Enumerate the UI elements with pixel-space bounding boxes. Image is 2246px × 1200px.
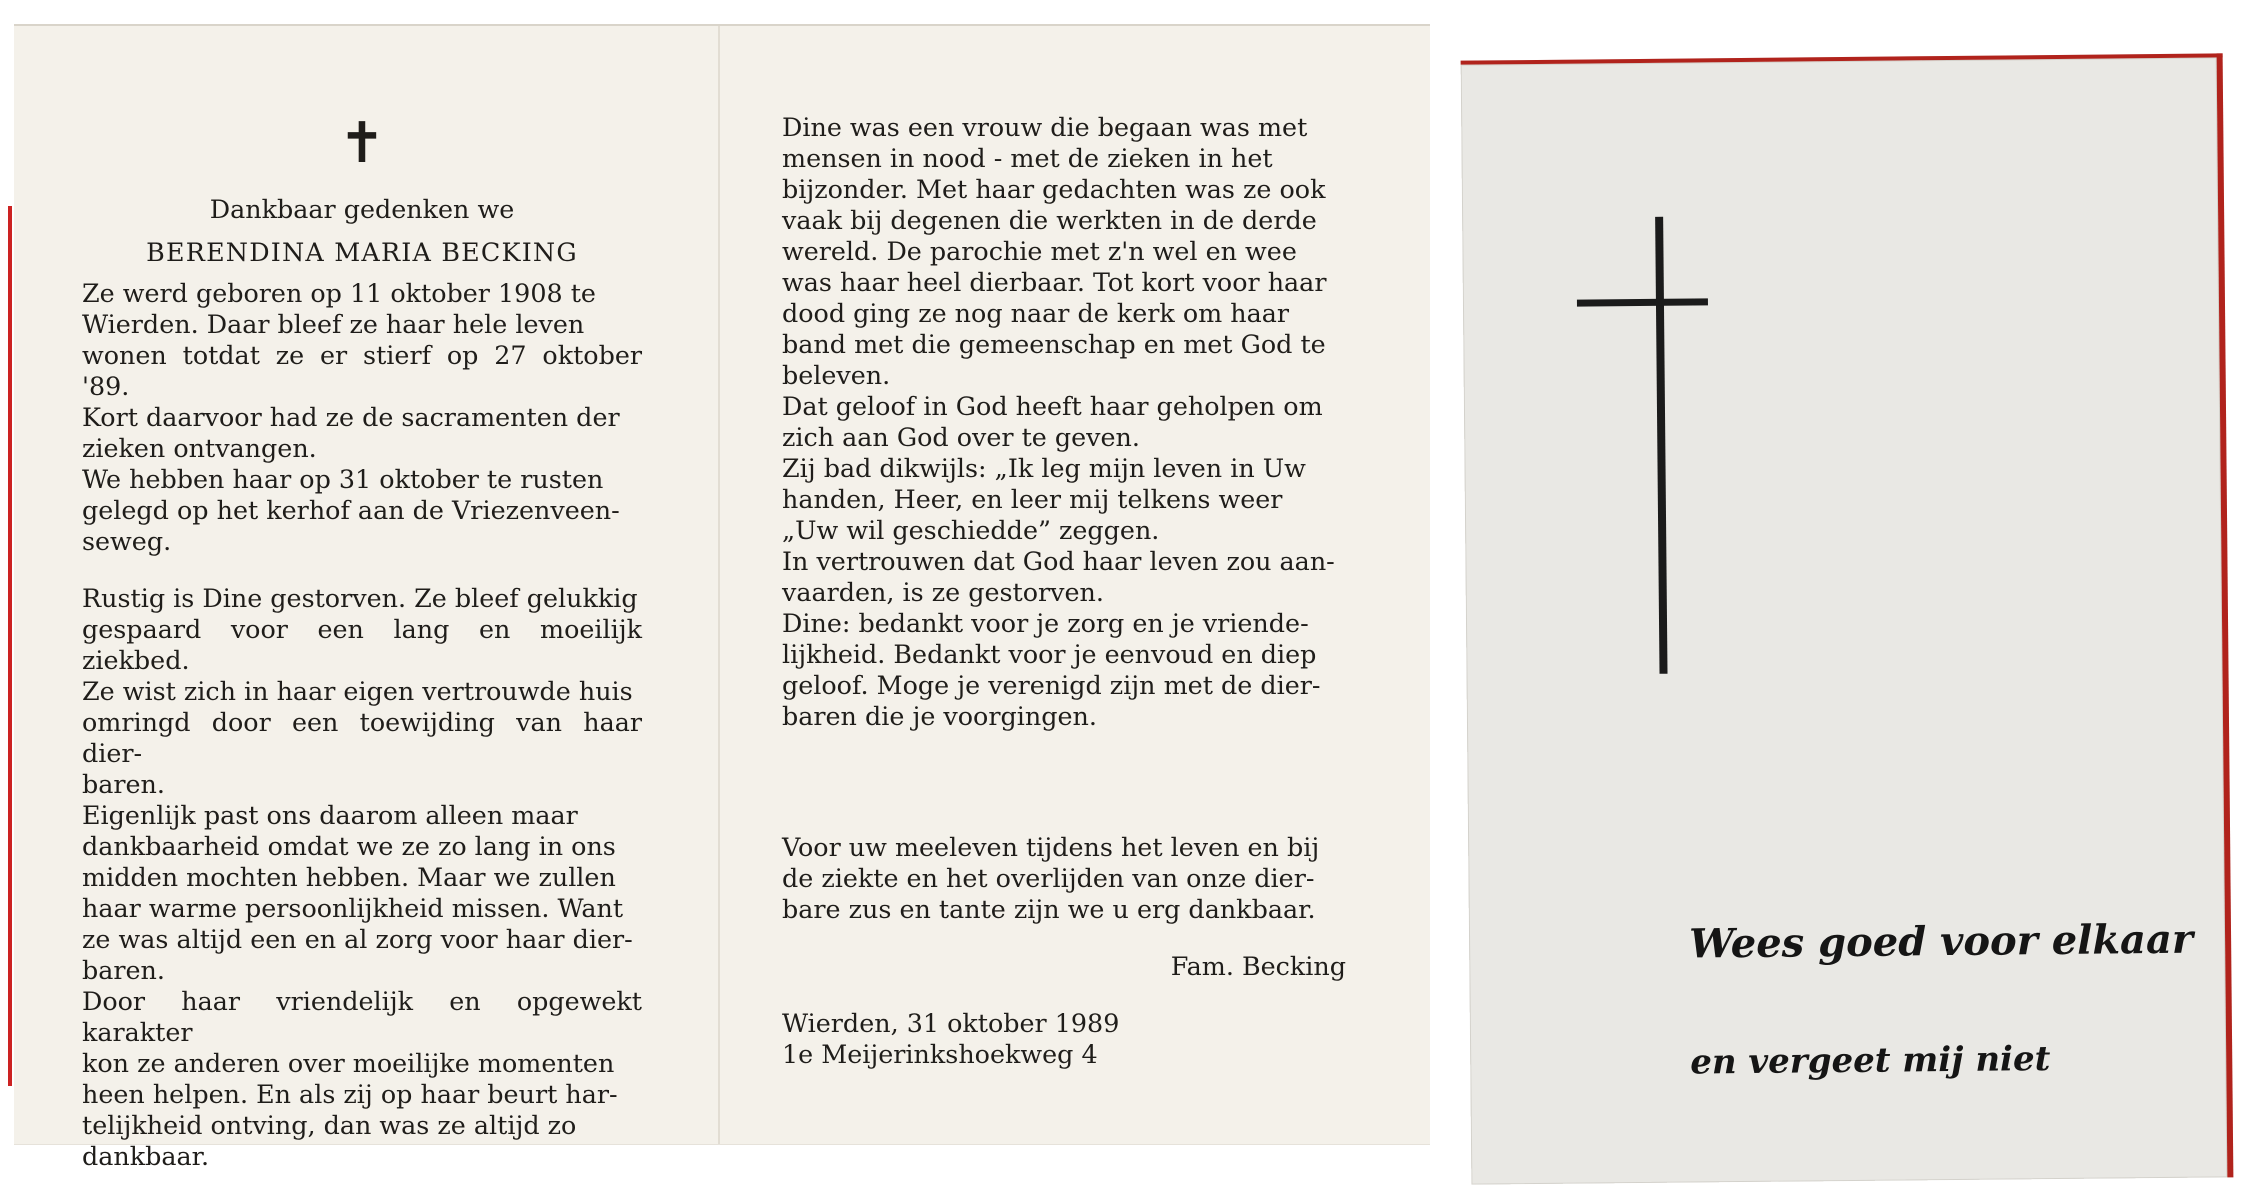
prayer-card-inside-spread <box>14 24 1430 1171</box>
text-line: lijkheid. Bedankt voor je eenvoud en diep <box>782 639 1317 669</box>
left-page <box>82 111 642 1172</box>
text-line: Ze wist zich in haar eigen vertrouwde huis <box>82 676 633 706</box>
prayer-card-front <box>1461 53 2234 1184</box>
deceased-name: BERENDINA MARIA BECKING <box>146 237 578 267</box>
text-line: midden mochten hebben. Maar we zullen <box>82 862 616 892</box>
text-line: Dine: bedankt voor je zorg en je vriende- <box>782 608 1309 638</box>
address: 1e Meijerinkshoekweg 4 <box>782 1039 1098 1069</box>
text-line: Kort daarvoor had ze de sacramenten der <box>82 402 620 432</box>
text-line: Voor uw meeleven tijdens het leven en bij <box>782 832 1320 862</box>
text-line: mensen in nood - met de zieken in het <box>782 143 1273 173</box>
text-line: band met die gemeenschap en met God te <box>782 329 1326 359</box>
text-line: de ziekte en het overlijden van onze dier- <box>782 863 1315 893</box>
text-line: kon ze anderen over moeilijke momenten <box>82 1048 615 1078</box>
text-line: handen, Heer, en leer mij telkens weer <box>782 484 1283 514</box>
text-line: bijzonder. Met haar gedachten was ze ook <box>782 174 1326 204</box>
motto-line-1: Wees goed voor elkaar <box>1688 915 2194 968</box>
text-line: beleven. <box>782 360 891 390</box>
faith-paragraph <box>782 112 1346 732</box>
text-line: Zij bad dikwijls: „Ik leg mijn leven in Uw <box>782 453 1306 483</box>
cross-icon-vertical-bar <box>1655 217 1667 674</box>
red-edge <box>8 206 12 1086</box>
text-line: wereld. De parochie met z'n wel en wee <box>782 236 1297 266</box>
text-line: ze was altijd een en al zorg voor haar dier- <box>82 924 633 954</box>
text-line: Wierden. Daar bleef ze haar hele leven <box>82 309 585 339</box>
text-line: zieken ontvangen. <box>82 433 317 463</box>
center-fold <box>718 26 720 1144</box>
text-line: We hebben haar op 31 oktober te rusten <box>82 464 604 494</box>
text-line: wonen totdat ze er stierf op 27 oktober '89. <box>82 340 642 401</box>
thanks-paragraph <box>782 832 1346 925</box>
text-line: bare zus en tante zijn we u erg dankbaar. <box>782 894 1316 924</box>
right-page <box>782 112 1346 1070</box>
text-line: geloof. Moge je verenigd zijn met de dier- <box>782 670 1321 700</box>
text-line: vaak bij degenen die werkten in de derde <box>782 205 1317 235</box>
text-line: telijkheid ontving, dan was ze altijd zo <box>82 1110 577 1140</box>
place-date: Wierden, 31 oktober 1989 <box>782 1008 1120 1038</box>
text-line: In vertrouwen dat God haar leven zou aan- <box>782 546 1335 576</box>
biography-paragraph <box>82 278 642 557</box>
text-line: gespaard voor een lang en moeilijk ziekbed. <box>82 614 642 675</box>
text-line: Rustig is Dine gestorven. Ze bleef gelukkig <box>82 583 638 613</box>
text-line: heen helpen. En als zij op haar beurt har- <box>82 1079 618 1109</box>
text-line: baren die je voorgingen. <box>782 701 1097 731</box>
text-line: „Uw wil geschiedde” zeggen. <box>782 515 1160 545</box>
text-line: baren. <box>82 769 165 799</box>
remembrance-paragraph <box>82 583 642 1172</box>
text-line: vaarden, is ze gestorven. <box>782 577 1104 607</box>
text-line: Ze werd geboren op 11 oktober 1908 te <box>82 278 596 308</box>
text-line: Dat geloof in God heeft haar geholpen om <box>782 391 1323 421</box>
text-line: dankbaarheid omdat we ze zo lang in ons <box>82 831 616 861</box>
text-line: was haar heel dierbaar. Tot kort voor haar <box>782 267 1327 297</box>
cross-icon-horizontal-bar <box>1577 298 1708 306</box>
text-line: haar warme persoonlijkheid missen. Want <box>82 893 624 923</box>
text-line: seweg. <box>82 526 172 556</box>
text-line: zich aan God over te geven. <box>782 422 1140 452</box>
text-line: baren. <box>82 955 165 985</box>
text-line: Door haar vriendelijk en opgewekt karakter <box>82 986 642 1047</box>
text-line: gelegd op het kerhof aan de Vriezenveen- <box>82 495 620 525</box>
text-line: Eigenlijk past ons daarom alleen maar <box>82 800 578 830</box>
text-line: omringd door een toewijding van haar dier- <box>82 707 642 768</box>
intro-line: Dankbaar gedenken we <box>209 194 515 224</box>
motto-line-2: en vergeet mij niet <box>1690 1039 2051 1083</box>
text-line: Dine was een vrouw die begaan was met <box>782 112 1308 142</box>
text-line: dood ging ze nog naar de kerk om haar <box>782 298 1290 328</box>
cross-icon: ✝ <box>338 111 386 176</box>
text-line: dankbaar. <box>82 1141 210 1171</box>
family-signature: Fam. Becking <box>1170 951 1346 981</box>
